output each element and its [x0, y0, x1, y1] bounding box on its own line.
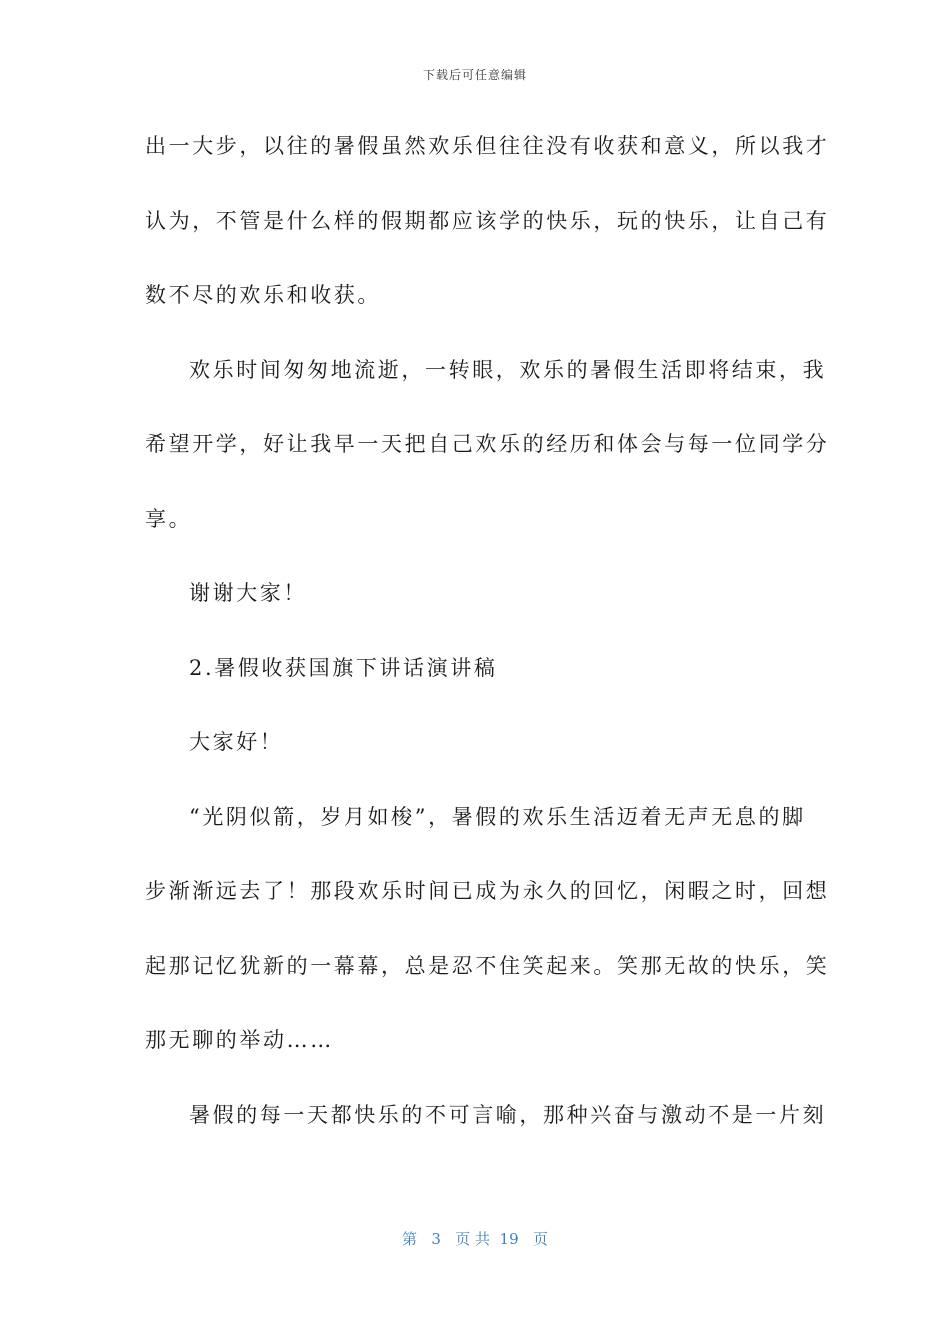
text-line: “光阴似箭，岁月如梭”，暑假的欢乐生活迈着无声无息的脚: [189, 804, 806, 829]
text-line: 起那记忆犹新的一幕幕，总是忍不住笑起来。笑那无故的快乐，笑: [145, 953, 830, 978]
text-line: 暑假的每一天都快乐的不可言喻，那种兴奋与激动不是一片刻: [189, 1102, 827, 1127]
document-body: [145, 123, 830, 1166]
footer-total-pages: 19: [499, 1230, 519, 1248]
text-line: 步渐渐远去了！那段欢乐时间已成为永久的回忆，闲暇之时，回想: [145, 879, 830, 903]
page-header: 下载后可任意编辑: [422, 68, 527, 82]
text-line: 欢乐时间匆匆地流逝，一转眼，欢乐的暑假生活即将结束，我: [189, 357, 827, 382]
footer-page-label: 第: [402, 1230, 418, 1248]
text-line: 谢谢大家！: [189, 581, 307, 605]
text-line: 希望开学，好让我早一天把自己欢乐的经历和体会与每一位同学分: [145, 432, 830, 456]
section-heading: 2.暑假收获国旗下讲话演讲稿: [189, 655, 498, 680]
text-line: 享。: [145, 506, 193, 531]
text-line: 认为，不管是什么样的假期都应该学的快乐，玩的快乐，让自己有: [145, 208, 830, 233]
footer-total-label: 页 共: [455, 1230, 490, 1248]
footer-current-page: 3: [431, 1230, 441, 1248]
text-line: 那无聊的举动……: [145, 1028, 334, 1052]
text-line: 出一大步，以往的暑假虽然欢乐但往往没有收获和意义，所以我才: [145, 134, 830, 158]
page-footer: [0, 1228, 950, 1249]
text-line: 数不尽的欢乐和收获。: [145, 283, 381, 307]
text-line: 大家好！: [189, 730, 284, 754]
footer-end-label: 页: [532, 1230, 548, 1248]
